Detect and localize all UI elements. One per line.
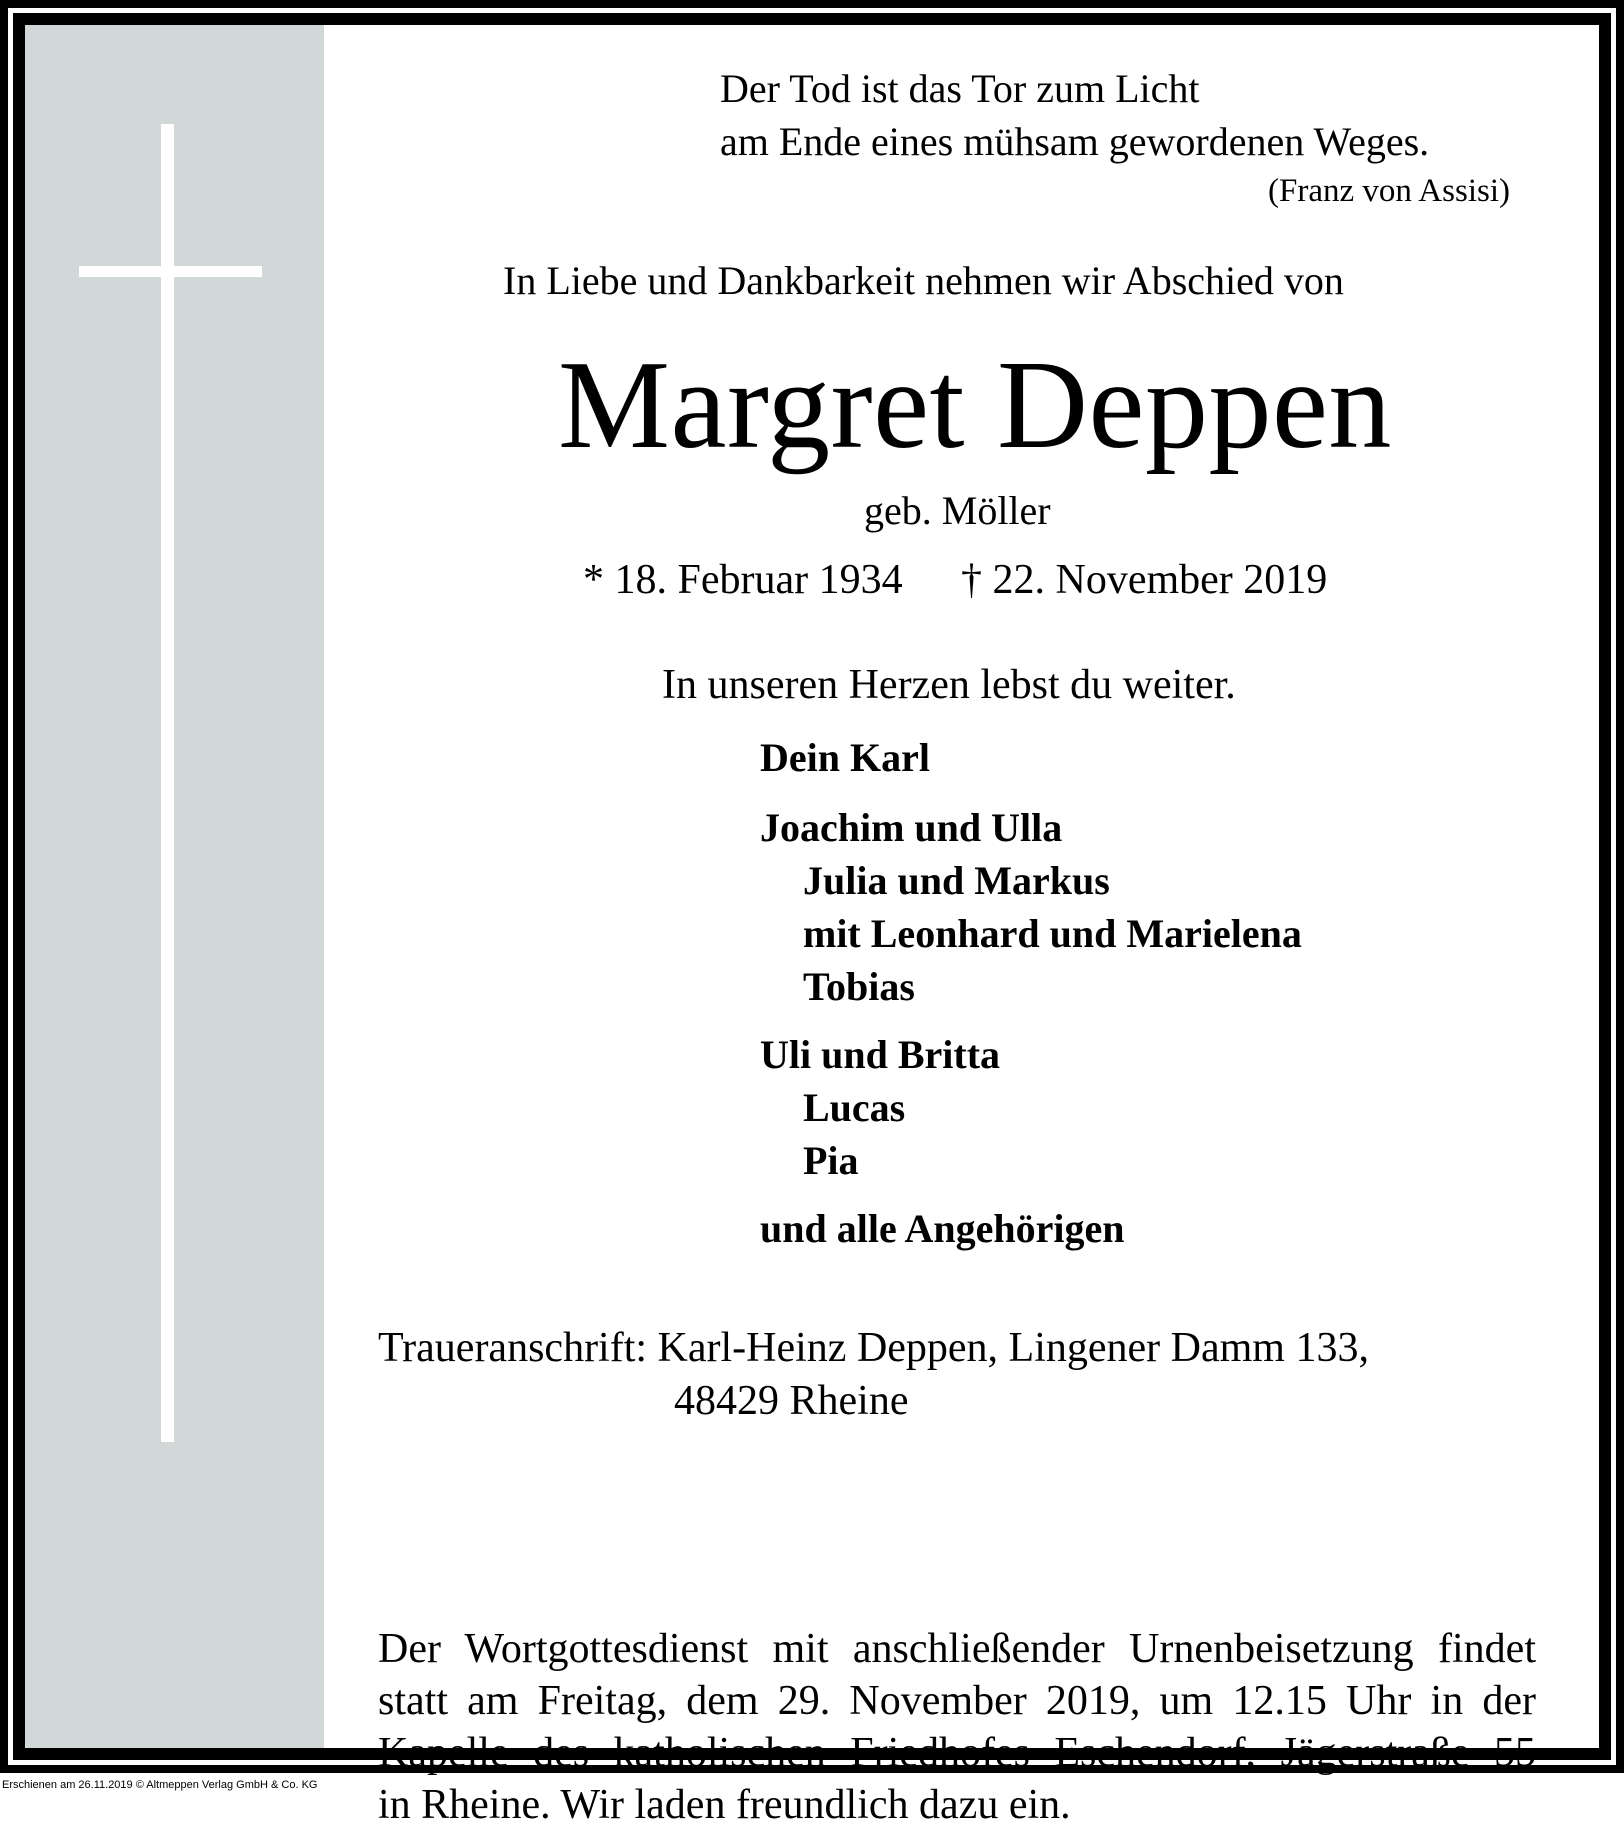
- maiden-name: geb. Möller: [864, 488, 1051, 533]
- heart-line: In unseren Herzen lebst du weiter.: [662, 662, 1236, 708]
- mourner-name: Lucas: [803, 1085, 906, 1130]
- quote-line-2: am Ende eines mühsam gewordenen Weges.: [720, 119, 1430, 164]
- mourner-name: mit Leonhard und Marielena: [803, 911, 1302, 956]
- mourner-name: Joachim und Ulla: [760, 805, 1063, 850]
- mourner-name: Julia und Markus: [803, 858, 1110, 903]
- intro-text: In Liebe und Dankbarkeit nehmen wir Abschied von: [503, 258, 1344, 303]
- birth-date: * 18. Februar 1934: [583, 557, 903, 603]
- mourner-name: Uli und Britta: [760, 1032, 1001, 1077]
- quote-source: (Franz von Assisi): [1268, 173, 1510, 209]
- deceased-name: Margret Deppen: [558, 336, 1392, 475]
- service-line: statt am Freitag, dem 29. November 2019, um 12.15 Uhr in der: [378, 1678, 1536, 1724]
- cross-horizontal-beam: [79, 266, 262, 277]
- mourner-name: und alle Angehörigen: [760, 1206, 1125, 1251]
- service-line: in Rheine. Wir laden freundlich dazu ein.: [378, 1782, 1071, 1828]
- address-line-2: 48429 Rheine: [674, 1378, 909, 1424]
- grey-sidebar: [25, 25, 324, 1748]
- mourner-name: Dein Karl: [760, 735, 930, 780]
- death-date: † 22. November 2019: [961, 557, 1328, 603]
- cross-vertical-beam: [161, 124, 174, 1442]
- mourner-name: Pia: [803, 1138, 859, 1183]
- quote-line-1: Der Tod ist das Tor zum Licht: [720, 66, 1200, 111]
- service-line: Kapelle des katholischen Friedhofes Eschendorf, Jägerstraße 55: [378, 1730, 1536, 1776]
- service-paragraph: [378, 1623, 1536, 1831]
- publication-footer: Erschienen am 26.11.2019 © Altmeppen Verlag GmbH & Co. KG: [2, 1779, 318, 1791]
- address-line-1: Traueranschrift: Karl-Heinz Deppen, Lingener Damm 133,: [378, 1325, 1369, 1371]
- mourner-name: Tobias: [803, 964, 915, 1009]
- service-line: Der Wortgottesdienst mit anschließender Urnenbeisetzung findet: [378, 1626, 1536, 1672]
